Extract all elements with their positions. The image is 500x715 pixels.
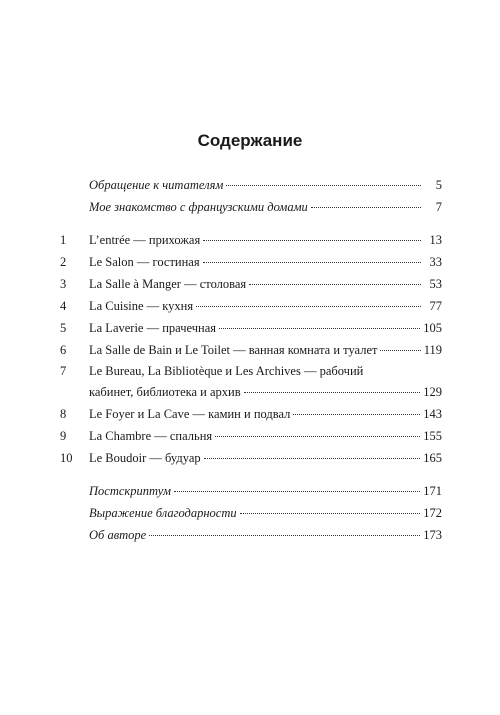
entry-title: La Laverie — прачечная — [89, 321, 217, 335]
chapter-number: 10 — [60, 451, 73, 465]
entry-page-number: 129 — [423, 385, 442, 399]
chapter-number: 9 — [60, 429, 67, 443]
toc-entry-chapter-10[interactable] — [60, 447, 442, 469]
entry-title: Le Salon — гостиная — [89, 255, 200, 269]
entry-title: Мое знакомство с французскими домами — [89, 200, 308, 214]
toc-entry-chapter-7[interactable] — [60, 361, 442, 403]
chapter-number: 4 — [60, 299, 67, 313]
entry-title: La Salle de Bain и Le Toilet — ванная комната и туалет — [89, 343, 378, 357]
toc-entry-chapter-6[interactable] — [60, 339, 442, 361]
entry-title: Le Foyer и La Cave — камин и подвал — [89, 407, 291, 421]
dot-leader — [174, 491, 420, 492]
entry-title: Обращение к читателям — [89, 178, 224, 192]
chapter-number: 6 — [60, 343, 67, 357]
toc-entry-foreword[interactable] — [60, 174, 442, 196]
entry-page-number: 33 — [429, 255, 442, 269]
entry-title: Постскриптум — [89, 484, 171, 498]
dot-leader — [293, 414, 420, 415]
toc-heading: Содержание — [197, 131, 303, 150]
toc-entry-chapter-8[interactable] — [60, 403, 442, 425]
toc-entry-chapter-4[interactable] — [60, 295, 442, 317]
entry-page-number: 105 — [423, 321, 442, 335]
entry-page-number: 77 — [429, 299, 442, 313]
toc-entry-chapter-1[interactable] — [60, 229, 442, 251]
entry-page-number: 172 — [423, 506, 442, 520]
toc-entry-introduction[interactable] — [60, 196, 442, 218]
chapter-number: 7 — [60, 364, 67, 378]
dot-leader — [249, 284, 421, 285]
dot-leader — [240, 513, 421, 514]
dot-leader — [226, 185, 421, 186]
toc-entry-chapter-2[interactable] — [60, 251, 442, 273]
entry-title: Выражение благодарности — [89, 506, 237, 520]
entry-title: La Salle à Manger — столовая — [89, 277, 247, 291]
entry-page-number: 143 — [423, 407, 442, 421]
entry-page-number: 53 — [429, 277, 442, 291]
entry-title-line-2: кабинет, библиотека и архив — [89, 385, 241, 399]
toc-entry-acknowledgements[interactable] — [60, 502, 442, 524]
chapter-number: 3 — [60, 277, 67, 291]
entry-page-number: 173 — [423, 528, 442, 542]
dot-leader — [311, 207, 421, 208]
chapter-number: 5 — [60, 321, 67, 335]
dot-leader — [380, 350, 420, 351]
dot-leader — [219, 328, 420, 329]
chapter-number: 2 — [60, 255, 67, 269]
toc-entry-postscript[interactable] — [60, 480, 442, 502]
entry-page-number: 7 — [435, 200, 442, 214]
dot-leader — [203, 240, 421, 241]
toc-entry-chapter-5[interactable] — [60, 317, 442, 339]
table-of-contents — [60, 174, 442, 546]
entry-page-number: 13 — [429, 233, 442, 247]
chapter-number: 1 — [60, 233, 67, 247]
entry-title-line-1: Le Bureau, La Bibliotèque и Les Archives — рабочий — [89, 364, 364, 378]
entry-page-number: 165 — [423, 451, 442, 465]
chapter-number: 8 — [60, 407, 67, 421]
entry-page-number: 119 — [423, 343, 442, 357]
entry-title: Le Boudoir — будуар — [89, 451, 201, 465]
dot-leader — [204, 458, 421, 459]
entry-title: La Chambre — спальня — [89, 429, 213, 443]
entry-title: L’entrée — прихожая — [89, 233, 201, 247]
entry-page-number: 5 — [435, 178, 442, 192]
dot-leader — [196, 306, 421, 307]
toc-entry-chapter-9[interactable] — [60, 425, 442, 447]
dot-leader — [149, 535, 420, 536]
toc-entry-chapter-3[interactable] — [60, 273, 442, 295]
toc-entry-about-author[interactable] — [60, 524, 442, 546]
dot-leader — [203, 262, 421, 263]
dot-leader — [244, 392, 421, 393]
entry-page-number: 155 — [423, 429, 442, 443]
entry-title: La Cuisine — кухня — [89, 299, 194, 313]
entry-title: Об авторе — [89, 528, 147, 542]
dot-leader — [215, 436, 420, 437]
entry-page-number: 171 — [423, 484, 442, 498]
